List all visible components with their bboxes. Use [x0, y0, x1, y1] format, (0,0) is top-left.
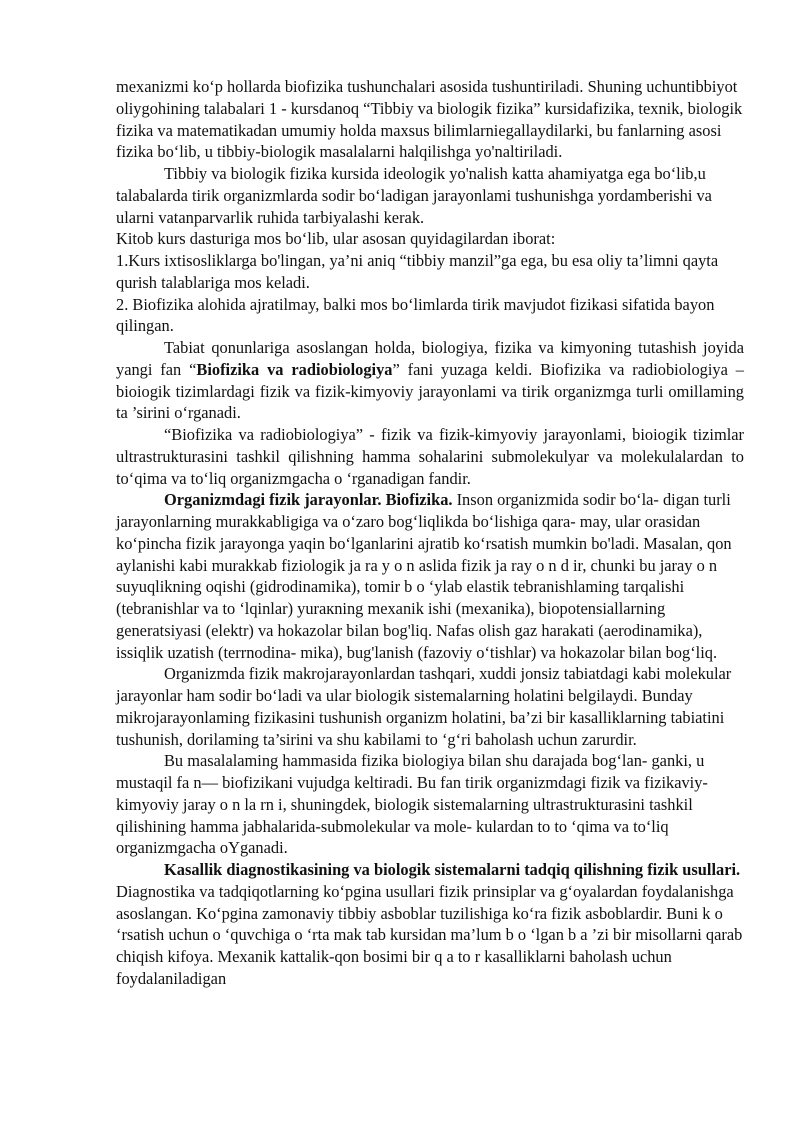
paragraph-11-text: Diagnostika va tadqiqotlarning ko‘pgina usullari fizik prinsiplar va g‘oyalardan foydalanishga asoslangan. Ko‘pgina zamonaviy tibbiy asboblar tuzilishiga ko‘ra fizik asboblardir. Buni k o ‘rsatish uchun o ‘quvchiga o ‘rta mak tab kursidan ma’lum b o ‘lgan b a ’zi bir misollarni qarab chiqish kifoya. Mexanik kattalik-qon bosimi bir q a to r kasalliklarni baholash uchun foydalaniladigan	[116, 881, 743, 988]
paragraph-11	[116, 859, 744, 990]
list-item-2: 2. Biofizika alohida ajratilmay, balki mos bo‘limlarda tirik mavjudot fizikasi sifatida bayon qilingan.	[116, 294, 715, 336]
paragraph-2: Tibbiy va biologik fizika kursida ideologik yo'nalish katta ahamiyatga ega bo‘lib,u talabalarda tirik organizmlarda sodir bo‘ladigan jarayonlami tushunishga yordamberishi va ularni vatanparvarlik ruhida tarbiyalashi kerak.	[116, 164, 712, 227]
paragraph-8-text: Inson organizmida sodir bo‘la- digan turli jarayonlarning murakkabligiga va o‘zaro bog‘liqlikda bo‘lishiga qara- may, ular orasidan ko‘pincha fizik jarayonga yaqin bo‘lganlarini ajratib ko‘rsatish mumkin bo'ladi. Masalan, qon aylanishi kabi murakkab fiziologik ja ra y o n aslida fizik ja ray o n d ir, chunki bu jaray o n suyuqlikning oqishi (gidrodinamika), tomir b o ‘ylab elastik tebranishlaming tarqalishi (tebranishlar va to ‘lqinlar) yuraкning mexanik ishi (mexanika), biopotensiallarning generatsiyasi (elektr) va hokazolar bilan bog'liq. Nafas olish gaz harakati (aerodinamika), issiqlik uzatish (terrnodina- mika), bug'lanish (fazoviy o‘tishlar) va hokazolar bilan bog‘liq.	[116, 490, 732, 662]
bold-term-biofizika: Biofizika va radiobiologiya	[196, 359, 393, 379]
section-heading-kasallik: Kasallik diagnostikasining va biologik sistemalarni tadqiq qilishning fizik usullari.	[164, 860, 741, 879]
section-heading-organizmdagi: Organizmdagi fizik jarayonlar. Biofizika.	[164, 490, 453, 510]
body-text	[116, 76, 744, 990]
paragraph-8	[116, 489, 744, 663]
paragraph-7: “Biofizika va radiobiologiya” - fizik va fizik-kimyoviy jarayonlami, bioiogik tizimlar ultrastrukturasini tashkil qilishning hamma sohalarini submolekulyar va molekulalardan to to‘qima va to‘liq organizmgacha o ‘rganadigan fandir.	[116, 425, 744, 488]
paragraph-9: Organizmda fizik makrojarayonlardan tashqari, xuddi jonsiz tabiatdagi kabi molekular jarayonlar ham sodir bo‘ladi va ular biologik sistemalarning holatini belgilaydi. Bunday mikrojarayonlaming fizikasini tushunish organizm holatini, ba’zi bir kasalliklarning tabiatini tushunish, dorilaming ta’sirini va shu kabilami to ‘g‘ri baholash uchun zarurdir.	[116, 664, 732, 749]
paragraph-6-text-a: Tabiat qonunlariga asoslangan holda, biologiya, fizika va kimyoning tutashish joyida yangi fan “	[116, 338, 744, 379]
paragraph-10: Bu masalalaming hammasida fizika biologiya bilan shu darajada bog‘lan- ganki, u mustaqil fa n— biofizikani vujudga keltiradi. Bu fan tirik organizmdagi fizik va fizikaviy-kimyoviy jaray o n la rn i, shuningdek, biologik sistemalarning ultrastrukturasini tashkil qilishining hamma jabhalarida-submolekular va mole- kulardan to to ‘qima va to‘liq organizmgacha oYganadi.	[116, 751, 708, 858]
paragraph-1: mexanizmi ko‘p hollarda biofizika tushunchalari asosida tushuntiriladi. Shuning uchuntibbiyot oliygohining talabalari 1 - kursdanoq “Tibbiy va biologik fizika” kursidafizika, texnik, biologik fizika va matematikadan umumiy holda maxsus bilimlarniegallaydilarki, bu fanlarning asosi fizika bo‘lib, u tibbiy-biologik masalalarni halqilishga yo'naltiriladi.	[116, 77, 743, 162]
paragraph-6-text-b: ” fani yuzaga keldi. Biofizika va radiobiologiya – bioiogik tizimlardagi fizik va fizik-kimyoviy jarayonlami va tirik organizmga turli omillaming ta ’sirini o‘rganadi.	[116, 359, 744, 423]
paragraph-6	[116, 337, 744, 424]
paragraph-3: Kitob kurs dasturiga mos bo‘lib, ular asosan quyidagilardan iborat:	[116, 229, 556, 249]
list-item-1: 1.Kurs ixtisosliklarga bo'lingan, ya’ni aniq “tibbiy manzil”ga ega, bu esa oliy ta’limni qayta qurish talablariga mos keladi.	[116, 251, 719, 292]
